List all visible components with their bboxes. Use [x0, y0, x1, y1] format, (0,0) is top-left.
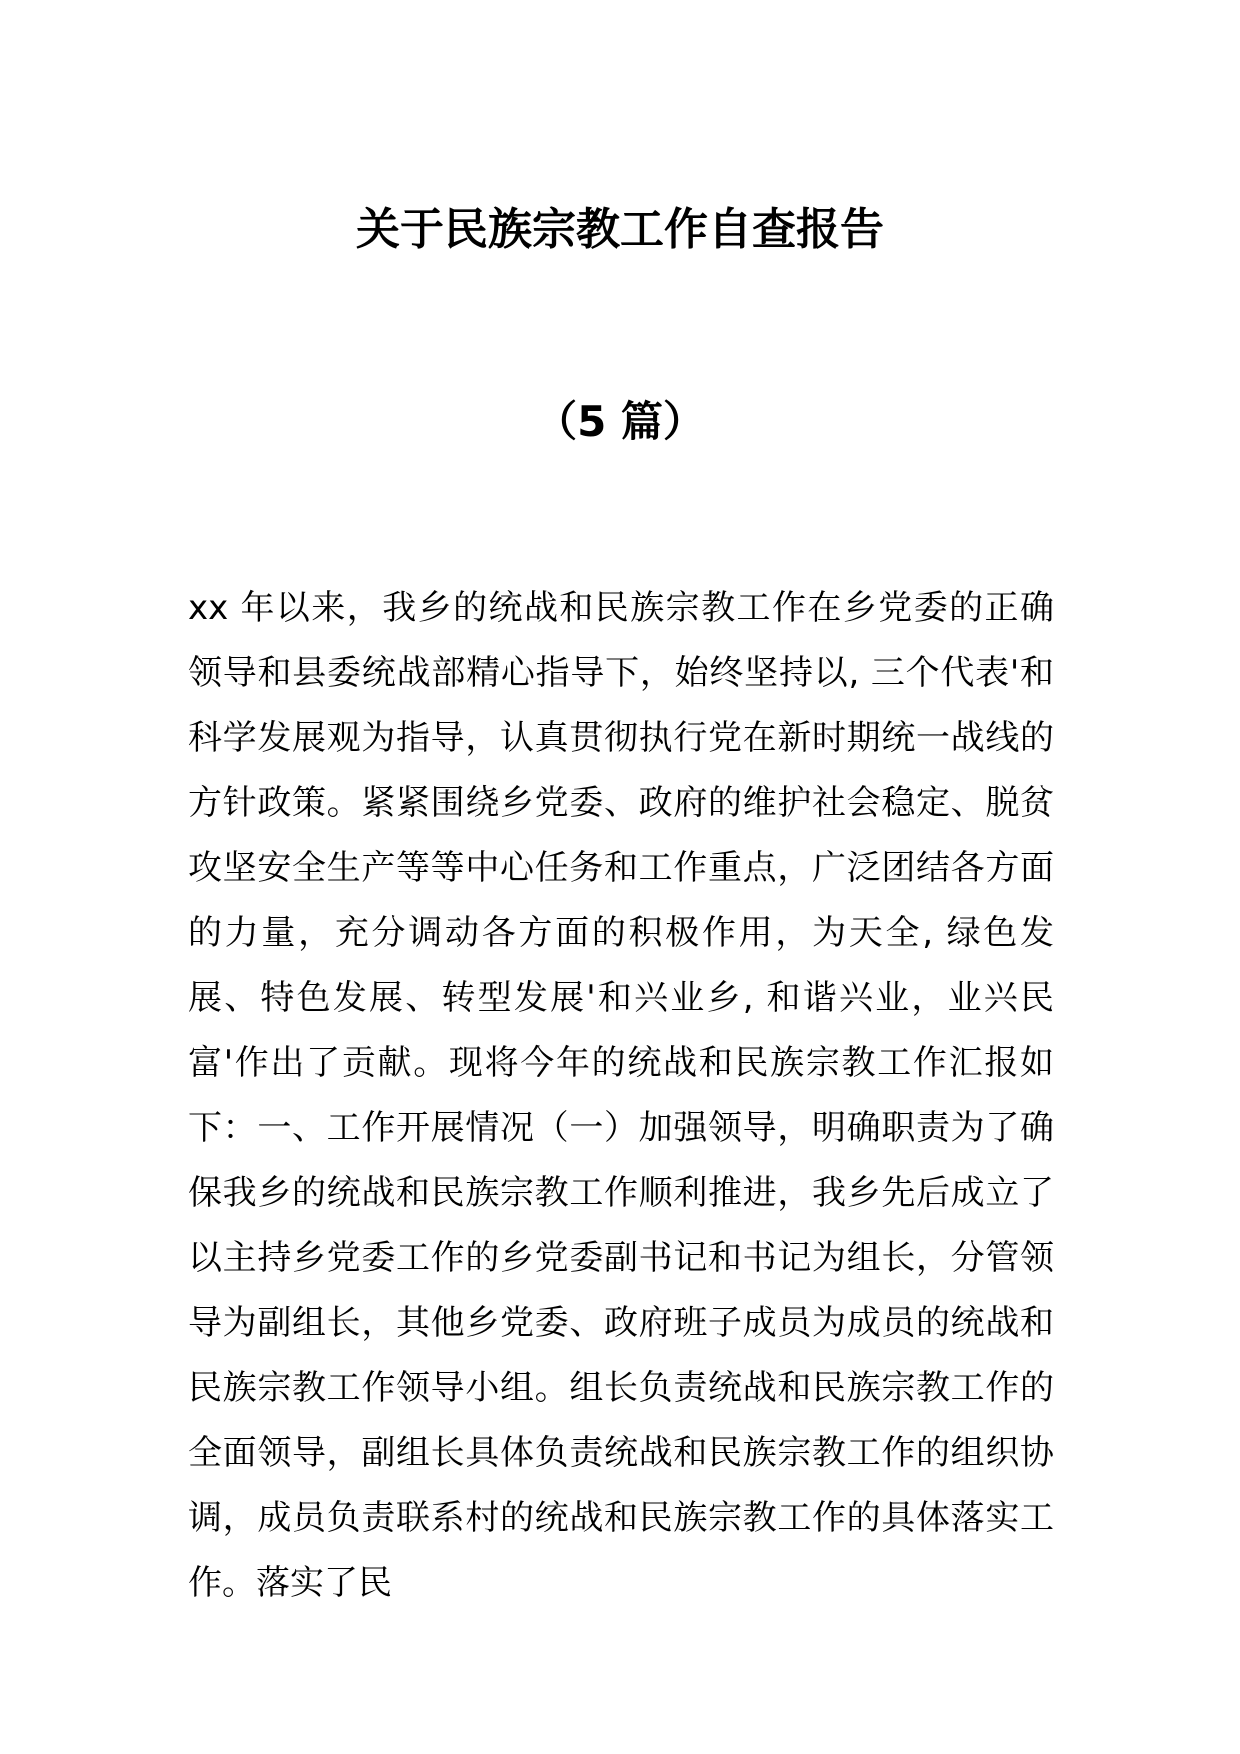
document-body: xx 年以来，我乡的统战和民族宗教工作在乡党委的正确领导和县委统战部精心指导下，始终坚持以, 三个代表'和科学发展观为指导，认真贯彻执行党在新时期统一战线的方针政策。紧紧围绕乡党委、政府的维护社会稳定、脱贫攻坚安全生产等等中心任务和工作重点，广泛团结各方面的力量，充分调动各方面的积极作用，为天全, 绿色发展、特色发展、转型发展'和兴业乡, 和谐兴业，业兴民富'作出了贡献。现将今年的统战和民族宗教工作汇报如下：一、工作开展情况（一）加强领导，明确职责为了确保我乡的统战和民族宗教工作顺利推进，我乡先后成立了以主持乡党委工作的乡党委副书记和书记为组长，分管领导为副组长，其他乡党委、政府班子成员为成员的统战和民族宗教工作领导小组。组长负责统战和民族宗教工作的全面领导，副组长具体负责统战和民族宗教工作的组织协调，成员负责联系村的统战和民族宗教工作的具体落实工作。落实了民 — [188, 588, 1054, 1603]
document-subtitle: （5 篇） — [535, 397, 705, 446]
document-title: 关于民族宗教工作自查报告 — [356, 204, 884, 255]
